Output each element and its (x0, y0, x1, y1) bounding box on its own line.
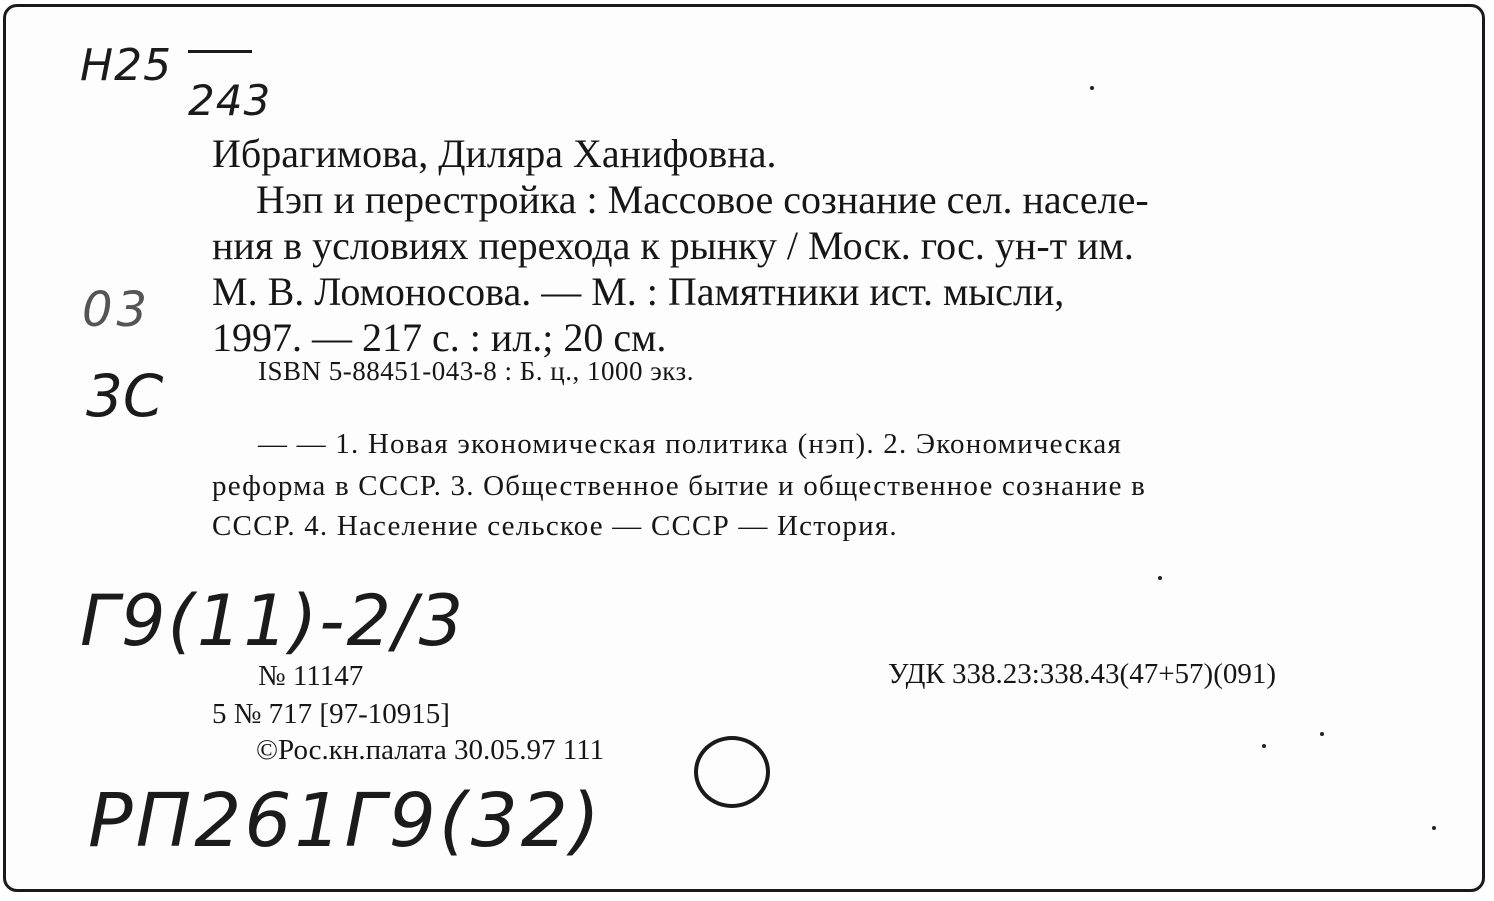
handwritten-rp-mark: РП261Г9(32) (88, 778, 603, 864)
handwritten-mark-03: 03 (82, 282, 152, 338)
copyright-line: ©Рос.кн.палата 30.05.97 111 (256, 734, 605, 766)
scan-speck (1320, 732, 1324, 736)
isbn-line: ISBN 5-88451-043-8 : Б. ц., 1000 экз. (258, 356, 694, 386)
fraction-bar (188, 50, 252, 53)
shelf-mark-number: 243 (188, 76, 272, 125)
description-line-3: М. В. Ломоносова. — М. : Памятники ист. мысли, (212, 269, 1065, 314)
description-line-2: ния в условиях перехода к рынку / Моск. гос. ун-т им. (212, 223, 1134, 268)
scan-speck (1262, 744, 1266, 748)
shelf-mark-top: Н25 (80, 40, 173, 91)
registration-line: 5 № 717 [97-10915] (212, 698, 450, 730)
scan-speck (1158, 576, 1162, 580)
punch-hole (694, 736, 770, 808)
udk-code: УДК 338.23:338.43(47+57)(091) (888, 658, 1277, 690)
handwritten-shelf-mark (80, 40, 272, 125)
author-heading: Ибрагимова, Диляра Ханифовна. (212, 131, 777, 176)
subject-line-2: реформа в СССР. 3. Общественное бытие и общественное сознание в (212, 470, 1147, 502)
scan-speck (1432, 826, 1436, 830)
scan-speck (1090, 86, 1094, 90)
description-line-1: Нэп и перестройка : Массовое сознание сел. населе- (256, 177, 1149, 222)
subject-line-3: СССР. 4. Население сельское — СССР — История. (212, 510, 898, 542)
description-line-4: 1997. — 217 с. : ил.; 20 см. (212, 315, 667, 360)
handwritten-mark-3c: 3С (86, 362, 164, 430)
handwritten-classification: Г9(11)-2/3 (80, 580, 466, 662)
card-number: № 11147 (258, 660, 364, 692)
subject-line-1: — — 1. Новая экономическая политика (нэп). 2. Экономическая (258, 428, 1122, 460)
